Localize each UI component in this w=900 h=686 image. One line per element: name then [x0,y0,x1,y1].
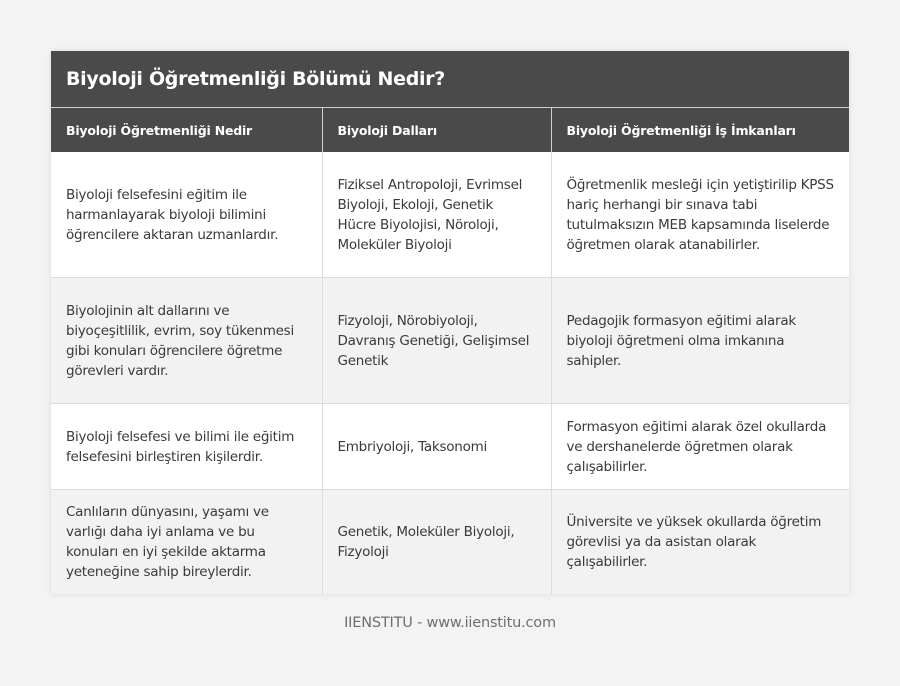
cell-definition: Biyoloji felsefesini eğitim ile harmanlayarak biyoloji bilimini öğrencilere aktaran uzmanlardır. [51,152,322,278]
table-row [51,152,849,278]
cell-definition: Biyolojinin alt dallarını ve biyoçeşitlilik, evrim, soy tükenmesi gibi konuları öğrencilere öğretme görevleri vardır. [51,278,322,404]
table-title: Biyoloji Öğretmenliği Bölümü Nedir? [66,68,446,90]
footer-credit: IIENSTITU - www.iienstitu.com [344,615,556,631]
cell-job-opportunities: Üniversite ve yüksek okullarda öğretim görevlisi ya da asistan olarak çalışabilirler. [551,490,849,595]
cell-job-opportunities: Öğretmenlik mesleği için yetiştirilip KPSS hariç herhangi bir sınava tabi tutulmaksızın MEB kapsamında liselerde öğretmen olarak atanabilirler. [551,152,849,278]
table-row [51,490,849,595]
info-table-card [51,51,849,594]
cell-job-opportunities: Formasyon eğitimi alarak özel okullarda ve dershanelerde öğretmen olarak çalışabilirler. [551,404,849,490]
cell-job-opportunities: Pedagojik formasyon eğitimi alarak biyoloji öğretmeni olma imkanına sahipler. [551,278,849,404]
cell-definition: Biyoloji felsefesi ve bilimi ile eğitim felsefesini birleştiren kişilerdir. [51,404,322,490]
cell-branches: Genetik, Moleküler Biyoloji, Fizyoloji [322,490,551,595]
title-bar [51,51,849,108]
column-header-definition: Biyoloji Öğretmenliği Nedir [51,108,322,152]
table-row [51,278,849,404]
cell-branches: Embriyoloji, Taksonomi [322,404,551,490]
cell-definition: Canlıların dünyasını, yaşamı ve varlığı daha iyi anlama ve bu konuları en iyi şekilde aktarma yeteneğine sahip bireylerdir. [51,490,322,595]
column-header-branches: Biyoloji Dalları [322,108,551,152]
cell-branches: Fiziksel Antropoloji, Evrimsel Biyoloji, Ekoloji, Genetik Hücre Biyolojisi, Nöroloji, Moleküler Biyoloji [322,152,551,278]
table-row [51,404,849,490]
column-header-job-opportunities: Biyoloji Öğretmenliği İş İmkanları [551,108,849,152]
header-row [51,108,849,152]
info-table [51,108,849,594]
cell-branches: Fizyoloji, Nörobiyoloji, Davranış Genetiği, Gelişimsel Genetik [322,278,551,404]
